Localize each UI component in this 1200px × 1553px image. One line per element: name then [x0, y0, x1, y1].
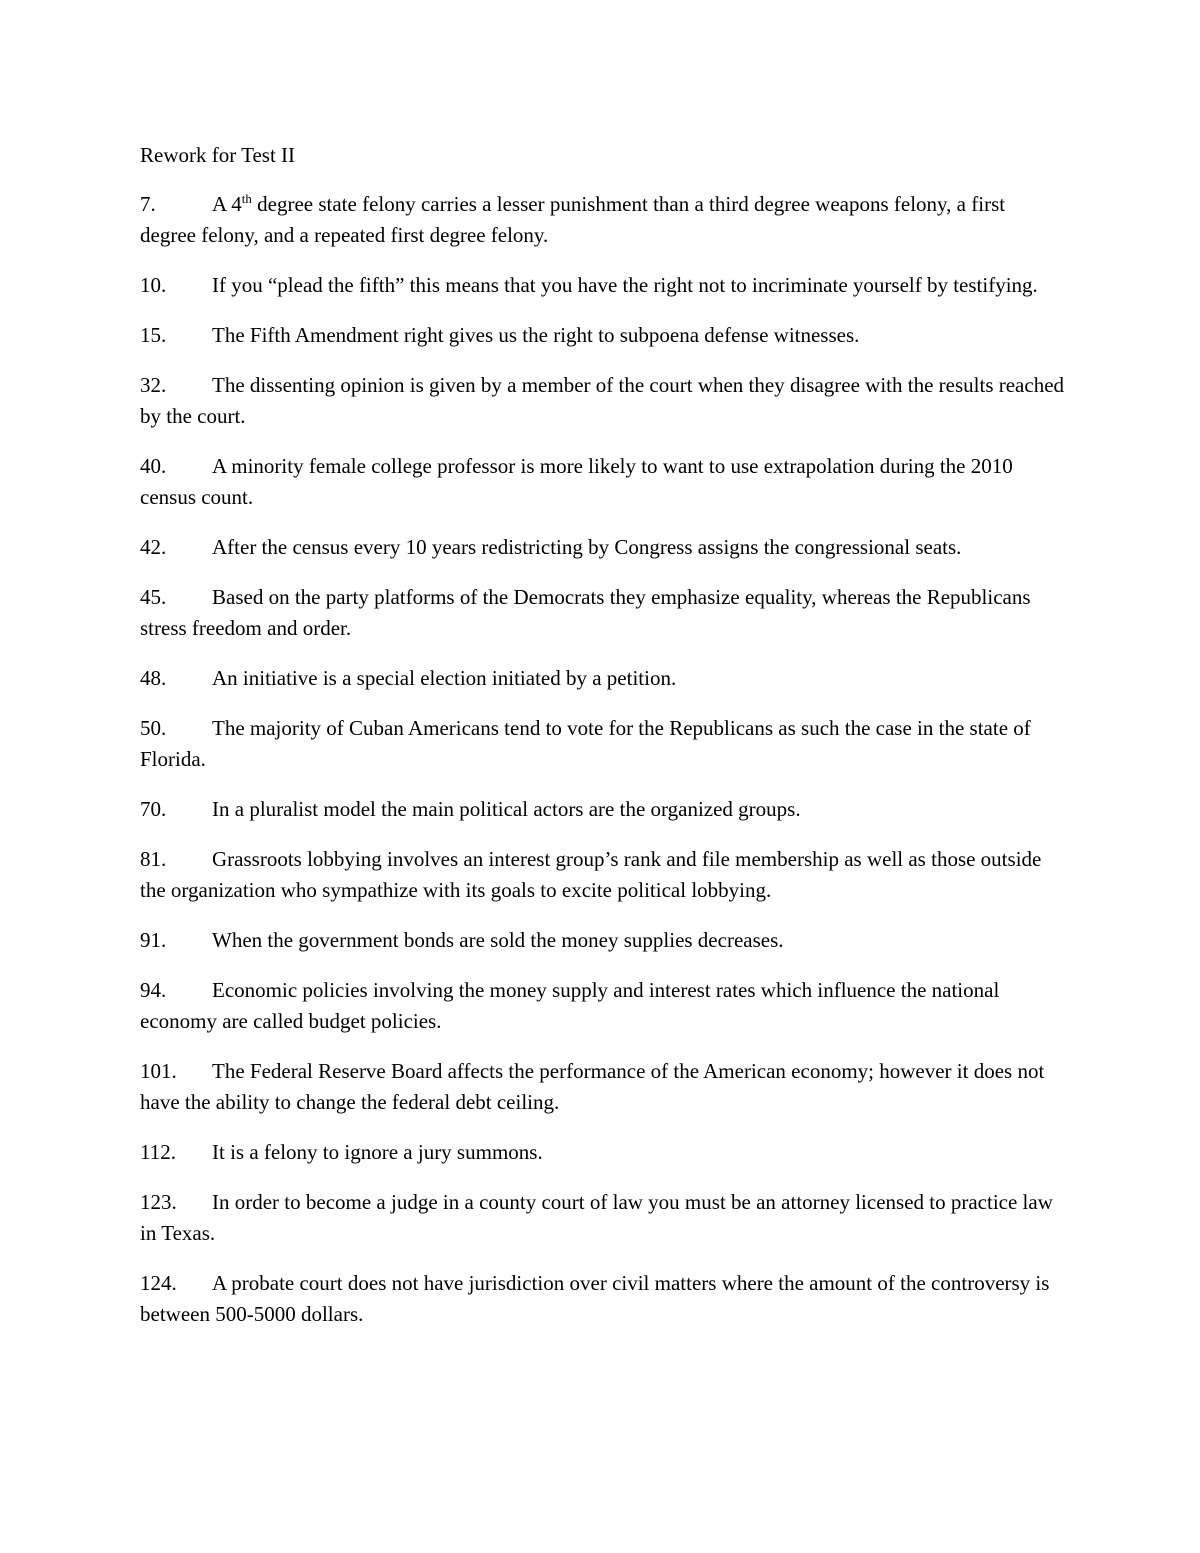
question-text: A minority female college professor is more likely to want to use extrapolation during the 2010 census count.: [140, 454, 1013, 509]
question-number: 40.: [140, 454, 167, 478]
question-item-50: [140, 713, 1065, 775]
question-number: 70.: [140, 797, 167, 821]
question-number: 94.: [140, 978, 167, 1002]
question-item-123: [140, 1187, 1065, 1249]
question-item-70: [140, 794, 1065, 825]
question-text: The majority of Cuban Americans tend to vote for the Republicans as such the case in the state of Florida.: [140, 716, 1031, 771]
document-body: [140, 140, 1065, 1349]
question-item-40: [140, 451, 1065, 513]
question-text: When the government bonds are sold the money supplies decreases.: [212, 928, 784, 952]
question-number: 7.: [140, 192, 156, 216]
question-number: 50.: [140, 716, 167, 740]
question-item-124: [140, 1268, 1065, 1330]
question-item-81: [140, 844, 1065, 906]
question-item-48: [140, 663, 1065, 694]
document-title: Rework for Test II: [140, 143, 296, 167]
question-text: An initiative is a special election initiated by a petition.: [212, 666, 677, 690]
question-item-15: [140, 320, 1065, 351]
question-item-101: [140, 1056, 1065, 1118]
question-text-start: A 4: [212, 192, 242, 216]
question-text: After the census every 10 years redistricting by Congress assigns the congressional seats.: [212, 535, 962, 559]
question-text: The Federal Reserve Board affects the performance of the American economy; however it does not have the ability to change the federal debt ceiling.: [140, 1059, 1045, 1114]
question-number: 15.: [140, 323, 167, 347]
question-item-32: [140, 370, 1065, 432]
question-number: 81.: [140, 847, 167, 871]
question-text: In a pluralist model the main political actors are the organized groups.: [212, 797, 801, 821]
question-item-42: [140, 532, 1065, 563]
question-number: 124.: [140, 1271, 177, 1295]
ordinal-suffix: th: [241, 191, 252, 206]
question-text: The dissenting opinion is given by a member of the court when they disagree with the results reached by the court.: [140, 373, 1065, 428]
question-text: A probate court does not have jurisdiction over civil matters where the amount of the controversy is between 500-5000 dollars.: [140, 1271, 1050, 1326]
question-text: In order to become a judge in a county court of law you must be an attorney licensed to practice law in Texas.: [140, 1190, 1053, 1245]
question-text: The Fifth Amendment right gives us the right to subpoena defense witnesses.: [212, 323, 860, 347]
question-text: Grassroots lobbying involves an interest group’s rank and file membership as well as those outside the organization who sympathize with its goals to excite political lobbying.: [140, 847, 1042, 902]
question-item-94: [140, 975, 1065, 1037]
question-text: It is a felony to ignore a jury summons.: [212, 1140, 543, 1164]
question-item-45: [140, 582, 1065, 644]
question-item-112: [140, 1137, 1065, 1168]
question-number: 32.: [140, 373, 167, 397]
question-number: 45.: [140, 585, 167, 609]
question-number: 10.: [140, 273, 167, 297]
question-text: Economic policies involving the money supply and interest rates which influence the national economy are called budget policies.: [140, 978, 1000, 1033]
question-item-7: [140, 189, 1065, 251]
question-number: 42.: [140, 535, 167, 559]
question-number: 48.: [140, 666, 167, 690]
question-number: 112.: [140, 1140, 176, 1164]
question-item-10: [140, 270, 1065, 301]
question-text-rest: degree state felony carries a lesser punishment than a third degree weapons felony, a first degree felony, and a repeated first degree felony.: [140, 192, 1006, 247]
question-number: 101.: [140, 1059, 177, 1083]
question-text: Based on the party platforms of the Democrats they emphasize equality, whereas the Republicans stress freedom and order.: [140, 585, 1031, 640]
question-number: 123.: [140, 1190, 177, 1214]
question-text: If you “plead the fifth” this means that you have the right not to incriminate yourself by testifying.: [212, 273, 1038, 297]
question-number: 91.: [140, 928, 167, 952]
question-item-91: [140, 925, 1065, 956]
